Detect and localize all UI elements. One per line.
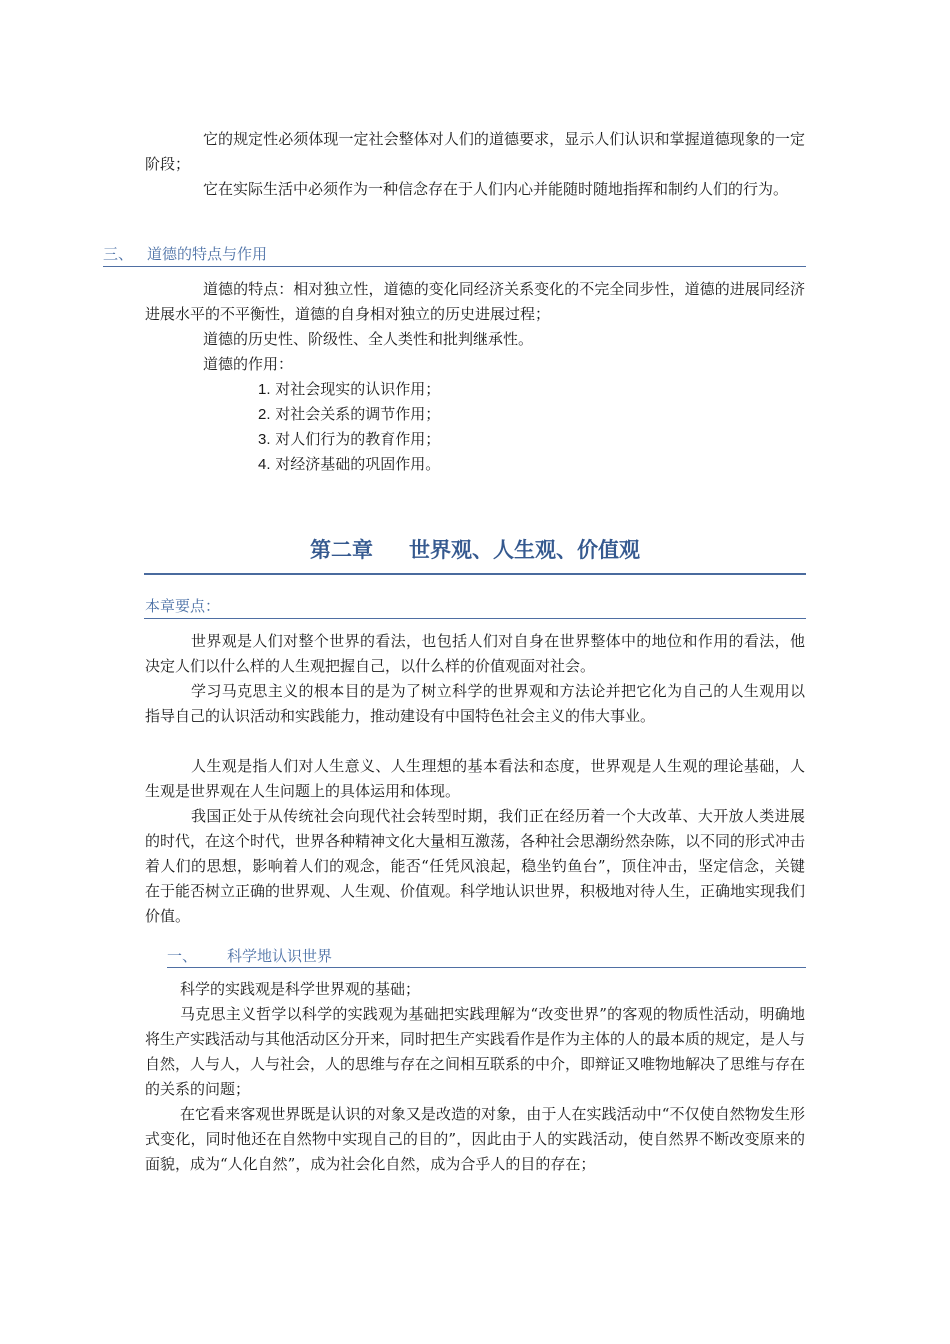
list-item: 3. 对人们行为的教育作用； [258,430,441,448]
intro-paragraph-2: 它在实际生活中必须作为一种信念存在于人们内心并能随时随地指挥和制约人们的行为。 [203,180,789,198]
section-1-paragraph-3: 在它看来客观世界既是认识的对象又是改造的对象，由于人在实践活动中“不仅使自然物发生形式变化，同时他还在自然物中实现自己的目的”，因此由于人的实践活动，使自然界不断改变原来的面貌，成为“人化自然”，成为社会化自然，成为合乎人的目的存在； [145,1105,805,1173]
key-points-paragraph-2: 学习马克思主义的根本目的是为了树立科学的世界观和方法论并把它化为自己的人生观用以指导自己的认识活动和实践能力，推动建设有中国特色社会主义的伟大事业。 [145,682,805,725]
list-item: 1. 对社会现实的认识作用； [258,380,441,398]
chapter-rule [144,573,806,575]
list-item: 2. 对社会关系的调节作用； [258,405,441,423]
section-3-paragraph-3: 道德的作用： [203,355,294,373]
list-item: 4. 对经济基础的巩固作用。 [258,455,441,473]
section-3-paragraph-1: 道德的特点：相对独立性，道德的变化同经济关系变化的不完全同步性，道德的进展同经济进展水平的不平衡性，道德的自身相对独立的历史进展过程； [145,280,805,323]
key-points-paragraph-1: 世界观是人们对整个世界的看法，也包括人们对自身在世界整体中的地位和作用的看法，他决定人们以什么样的人生观把握自己，以什么样的价值观面对社会。 [145,632,805,675]
section-3-paragraph-2: 道德的历史性、阶级性、全人类性和批判继承性。 [203,330,534,348]
section-1-heading [167,944,332,968]
section-3-rule [103,266,806,267]
key-points-heading: 本章要点： [145,597,221,615]
section-3-title: 道德的特点与作用 [147,245,268,263]
section-3-heading [103,242,267,266]
chapter-number: 第二章 [310,538,373,562]
section-1-paragraph-1: 科学的实践观是科学世界观的基础； [180,980,421,998]
section-1-paragraph-2: 马克思主义哲学以科学的实践观为基础把实践理解为“改变世界”的客观的物质性活动，明确地将生产实践活动与其他活动区分开来，同时把生产实践看作是作为主体的人的最本质的规定，是人与自然，人与人，人与社会，人的思维与存在之间相互联系的中介，即辩证又唯物地解决了思维与存在的关系的问题； [145,1005,806,1098]
chapter-title [0,535,950,565]
key-points-rule [144,618,806,619]
section-3-number: 三、 [103,245,134,263]
key-points-paragraph-3: 人生观是指人们对人生意义、人生理想的基本看法和态度，世界观是人生观的理论基础，人生观是世界观在人生问题上的具体运用和体现。 [145,757,805,800]
section-1-title: 科学地认识世界 [227,947,333,965]
chapter-name: 世界观、人生观、价值观 [409,538,640,562]
intro-paragraph-1: 它的规定性必须体现一定社会整体对人们的道德要求，显示人们认识和掌握道德现象的一定阶段； [145,130,805,173]
section-1-number: 一、 [167,947,198,965]
key-points-paragraph-4: 我国正处于从传统社会向现代社会转型时期，我们正在经历着一个大改革、大开放人类进展的时代，在这个时代，世界各种精神文化大量相互激荡，各种社会思潮纷然杂陈，以不同的形式冲击着人们的思想，影响着人们的观念，能否“任凭风浪起，稳坐钓鱼台”，顶住冲击，坚定信念，关键在于能否树立正确的世界观、人生观、价值观。科学地认识世界，积极地对待人生，正确地实现我们价值。 [145,807,806,925]
section-1-rule [167,967,806,968]
